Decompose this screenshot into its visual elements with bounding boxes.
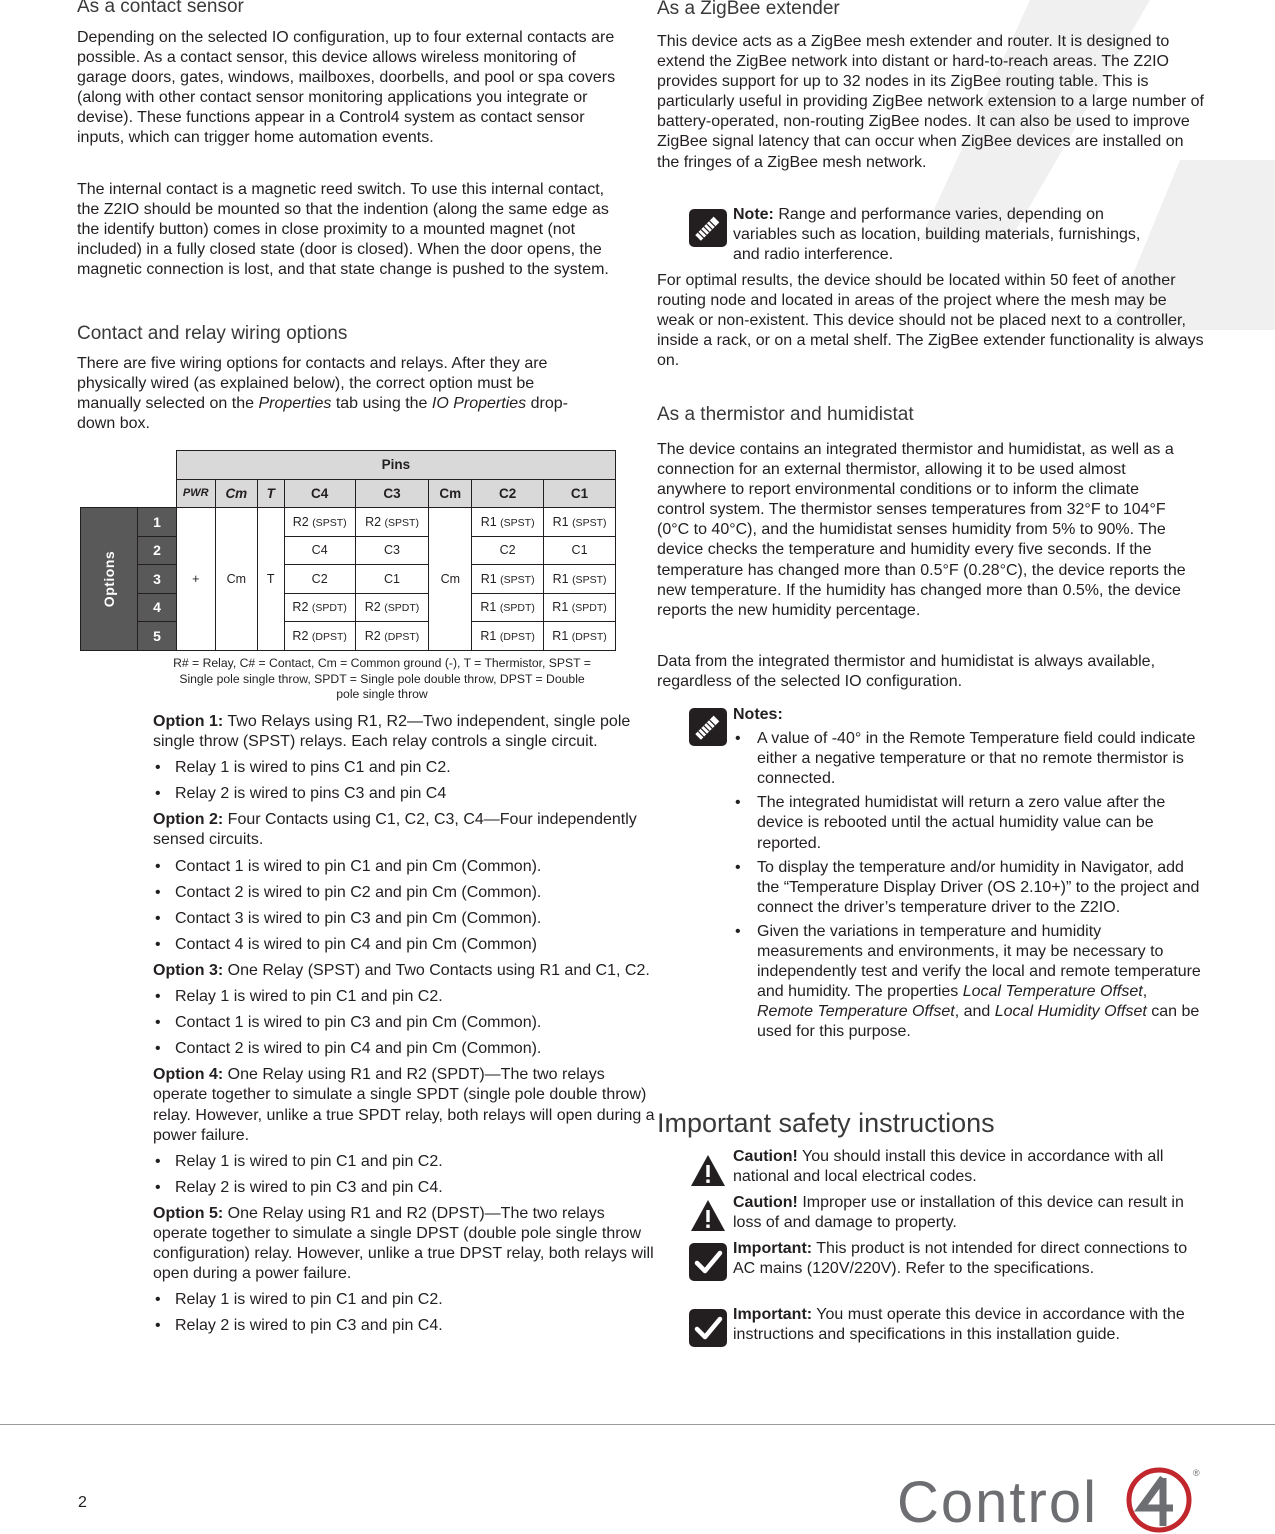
caution-1-text: Caution! You should install this device in accordance with all national and local electrical codes. (733, 1148, 1164, 1186)
option-3: Option 3: One Relay (SPST) and Two Contacts using R1 and C1, C2. • Relay 1 is wired to pin C1 and pin C2. • Contact 1 is wired to pin C3 and pin Cm (Common). • Contact 2 is wired to pin C4 and pin Cm (Common). (153, 961, 663, 1059)
wiring-options-table (80, 450, 616, 651)
properties-tab-ref: Properties (258, 395, 332, 413)
table-cell: R1 (SPST) (544, 508, 616, 537)
footer-divider (0, 1424, 1275, 1425)
important-2-text: Important: You must operate this device in accordance with the instructions and specifications in this installation guide. (733, 1306, 1185, 1344)
pins-header: Pins (176, 451, 615, 480)
col-header-cm: Cm (215, 479, 257, 508)
table-cell: C2 (472, 536, 544, 565)
list-item: • Relay 2 is wired to pins C3 and pin C4 (153, 784, 663, 804)
cm-cell: Cm (215, 508, 257, 651)
note-text: Note: Range and performance varies, depending on variables such as location, building materials, furnishings, and radio interference. (733, 206, 1141, 264)
table-cell: R1 (DPST) (472, 622, 544, 651)
checkmark-icon (689, 1309, 727, 1347)
logo-four-mark (1129, 1467, 1189, 1530)
list-item: • Relay 2 is wired to pin C3 and pin C4. (153, 1178, 663, 1198)
list-item: • To display the temperature and/or humidity in Navigator, add the “Temperature Display Driver (OS 2.10+)” to the project and connect the driver’s temperature driver to the Z2IO. (733, 858, 1203, 918)
list-item: • Given the variations in temperature and humidity measurements and environments, it may be necessary to independently test and verify the local and remote temperature and humidity. The properties Local Temperature Offset, Remote Temperature Offset, and Local Humidity Offset can be used for this purpose. (733, 922, 1203, 1043)
registered-mark: ® (1193, 1468, 1200, 1478)
option-1: Option 1: Two Relays using R1, R2—Two independent, single pole single throw (SPST) relays. Each relay controls a single circuit. • Relay 1 is wired to pins C1 and pin C2. • Relay 2 is wired to pins C3 and pin C4 (153, 712, 663, 804)
important-1-text: Important: This product is not intended for direct connections to AC mains (120V/220V). Refer to the specifications. (733, 1240, 1188, 1278)
table-cell: C1 (355, 565, 429, 594)
col-header-cm2: Cm (429, 479, 472, 508)
table-cell: R1 (SPST) (472, 508, 544, 537)
notes-label: Notes: (733, 706, 783, 723)
col-header-c1: C1 (544, 479, 616, 508)
col-header-pwr: PWR (176, 479, 215, 508)
wiring-options-heading: Contact and relay wiring options (77, 323, 348, 344)
list-item: • Contact 3 is wired to pin C3 and pin Cm (Common). (153, 909, 663, 929)
table-cell: R2 (SPST) (355, 508, 429, 537)
option-number: 1 (138, 508, 176, 537)
table-cell: R1 (DPST) (544, 622, 616, 651)
col-header-c3: C3 (355, 479, 429, 508)
table-cell: R2 (SPDT) (355, 593, 429, 622)
zigbee-paragraph-2: For optimal results, the device should be located within 50 feet of another routing node and located in areas of the project where the mesh may be weak or non-existent. This device should not be placed next to a controller, inside a rack, or on a metal shelf. The ZigBee extender functionality is always on. (657, 272, 1204, 370)
logo-digit: 4 (1129, 1468, 1130, 1469)
zigbee-heading: As a ZigBee extender (657, 0, 840, 19)
table-cell: R1 (SPDT) (472, 593, 544, 622)
table-cell: C4 (284, 536, 355, 565)
checkmark-icon (689, 1243, 727, 1281)
table-cell: C2 (284, 565, 355, 594)
list-item: • Relay 1 is wired to pins C1 and pin C2. (153, 758, 663, 778)
control4-logo (897, 1464, 1203, 1534)
option-number: 3 (138, 565, 176, 594)
t-cell: T (257, 508, 284, 651)
list-item: • Contact 2 is wired to pin C4 and pin Cm (Common). (153, 1039, 663, 1059)
note-pencil-icon (689, 209, 727, 247)
table-cell: C1 (544, 536, 616, 565)
table-cell: C3 (355, 536, 429, 565)
contact-sensor-paragraph-2: The internal contact is a magnetic reed switch. To use this internal contact, the Z2IO should be mounted so that the indention (along the same edge as the identify button) comes in close proximity to a mounted magnet (not included) in a fully closed state (door is closed). When the door opens, the magnetic connection is lost, and that state change is pushed to the system. (77, 181, 609, 279)
option-number: 2 (138, 536, 176, 565)
option-4: Option 4: One Relay using R1 and R2 (SPDT)—The two relays operate together to simulate a single SPDT (single pole double throw) relay. However, unlike a true SPDT relay, both relays will open during a power failure. • Relay 1 is wired to pin C1 and pin C2. • Relay 2 is wired to pin C3 and pin C4. (153, 1065, 663, 1198)
list-item: • A value of -40° in the Remote Temperature field could indicate either a negative temperature or that no remote thermistor is connected. (733, 729, 1203, 789)
col-header-c4: C4 (284, 479, 355, 508)
page-number: 2 (78, 1494, 87, 1511)
notes-pencil-icon (689, 708, 727, 746)
col-header-t: T (257, 479, 284, 508)
logo-word: Control (897, 1470, 1098, 1534)
notes-block (733, 705, 1203, 1043)
thermistor-paragraph-2: Data from the integrated thermistor and humidistat is always available, regardless of the selected IO configuration. (657, 653, 1156, 691)
table-cell: R1 (SPST) (472, 565, 544, 594)
option-number: 4 (138, 593, 176, 622)
pwr-cell: + (176, 508, 215, 651)
option-number: 5 (138, 622, 176, 651)
caution-2-text: Caution! Improper use or installation of this device can result in loss of and damage to property. (733, 1194, 1184, 1232)
table-legend: R# = Relay, C# = Contact, Cm = Common ground (-), T = Thermistor, SPST = Single pole single throw, SPDT = Single pole double throw, DPST = Double pole single throw (173, 656, 591, 701)
table-cell: R2 (DPST) (284, 622, 355, 651)
table-cell: R2 (DPST) (355, 622, 429, 651)
warning-triangle-icon (689, 1197, 727, 1235)
list-item: • Contact 1 is wired to pin C1 and pin Cm (Common). (153, 857, 663, 877)
table-cell: R2 (SPST) (284, 508, 355, 537)
thermistor-paragraph-1: The device contains an integrated thermistor and humidistat, as well as a connection for an external thermistor, allowing it to be used almost anywhere to report environmental conditions or to inform the climate control system. The thermistor senses temperatures from 32°F to 104°F (0°C to 40°C), and the humidistat senses humidity from 5% to 90%. The device checks the temperature and humidity every five seconds. If the temperature has changed more than 0.5°F (0.28°C), the device reports the new temperature. If the humidity has changed more than 0.5%, the device reports the new humidity percentage. (657, 441, 1186, 619)
warning-triangle-icon (689, 1152, 727, 1190)
thermistor-heading: As a thermistor and humidistat (657, 404, 914, 425)
contact-sensor-heading: As a contact sensor (77, 0, 244, 17)
list-item: • Contact 4 is wired to pin C4 and pin Cm (Common) (153, 935, 663, 955)
io-properties-ref: IO Properties (431, 395, 527, 413)
options-row-label: Options (81, 508, 138, 651)
col-header-c2: C2 (472, 479, 544, 508)
list-item: • Contact 1 is wired to pin C3 and pin Cm (Common). (153, 1013, 663, 1033)
wiring-options-paragraph: There are five wiring options for contacts and relays. After they are physically wired (as explained below), the correct option must be manually selected on the Properties tab using the IO Properties drop-down box. (77, 355, 568, 433)
list-item: • Contact 2 is wired to pin C2 and pin Cm (Common). (153, 883, 663, 903)
cm2-cell: Cm (429, 508, 472, 651)
zigbee-paragraph-1: This device acts as a ZigBee mesh extender and router. It is designed to extend the ZigBee network into distant or hard-to-reach areas. The Z2IO provides support for up to 32 nodes in its ZigBee routing table. This is particularly useful in providing ZigBee network extension to a large number of battery-operated, non-routing ZigBee nodes. It can also be used to improve ZigBee signal latency that can occur when ZigBee devices are installed on the fringes of a ZigBee mesh network. (657, 33, 1204, 171)
list-item: • Relay 2 is wired to pin C3 and pin C4. (153, 1316, 663, 1336)
safety-heading: Important safety instructions (657, 1108, 995, 1138)
table-cell: R2 (SPDT) (284, 593, 355, 622)
option-2: Option 2: Four Contacts using C1, C2, C3, C4—Four independently sensed circuits. • Contact 1 is wired to pin C1 and pin Cm (Common). • Contact 2 is wired to pin C2 and pin Cm (Common). • Contact 3 is wired to pin C3 and pin Cm (Common). • Contact 4 is wired to pin C4 and pin Cm (Common) (153, 810, 663, 955)
contact-sensor-paragraph-1: Depending on the selected IO configuration, up to four external contacts are possible. As a contact sensor, this device allows wireless monitoring of garage doors, gates, windows, mailboxes, doorbells, and pool or spa covers (along with other contact sensor monitoring applications you integrate or devise). These functions appear in a Control4 system as contact sensor inputs, which can trigger home automation events. (77, 29, 616, 147)
list-item: • Relay 1 is wired to pin C1 and pin C2. (153, 1152, 663, 1172)
list-item: • Relay 1 is wired to pin C1 and pin C2. (153, 1290, 663, 1310)
option-5: Option 5: One Relay using R1 and R2 (DPST)—The two relays operate together to simulate a single DPST (double pole single throw configuration) relay. However, unlike a true DPST relay, both relays will open during a power failure. • Relay 1 is wired to pin C1 and pin C2. • Relay 2 is wired to pin C3 and pin C4. (153, 1204, 663, 1337)
table-cell: R1 (SPDT) (544, 593, 616, 622)
list-item: • Relay 1 is wired to pin C1 and pin C2. (153, 987, 663, 1007)
table-cell: R1 (SPST) (544, 565, 616, 594)
list-item: • The integrated humidistat will return a zero value after the device is rebooted until the actual humidity value can be reported. (733, 793, 1203, 853)
option-list (153, 712, 663, 1336)
